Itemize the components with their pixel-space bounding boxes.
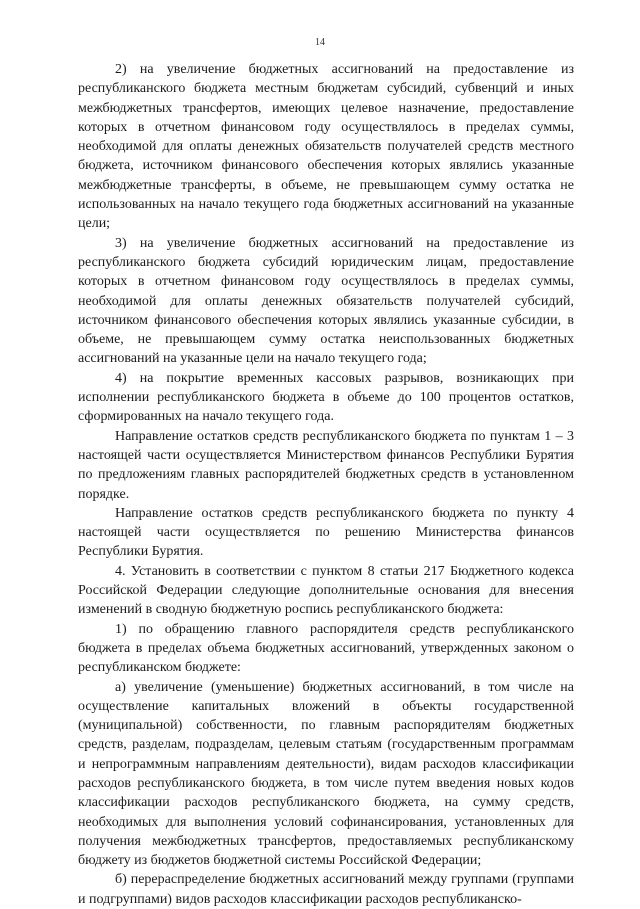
paragraph-4-cash-gaps: 4) на покрытие временных кассовых разрывов, возникающих при исполнении республиканского бюджета в объеме до 100 процентов остатков, сформированных на начало текущего года. — [78, 370, 574, 425]
document-body — [78, 60, 574, 909]
paragraph-b-redistribution: б) перераспределение бюджетных ассигнований между группами (группами и подгруппами) видов расходов классификации расходов республиканско- — [78, 872, 574, 907]
paragraph-a-increase-decrease: а) увеличение (уменьшение) бюджетных ассигнований, в том числе на осуществление капитальных вложений в объекты государственной (муниципальной) собственности, по главным распорядителям бюджетных средств, разделам, подразделам, целевым статьям (государственным программам и непрограммным направлениям деятельности), видам расходов классификации расходов республиканского бюджета, в том числе путем введения новых кодов классификации расходов республиканского бюджета, на сумму средств, необходимых для выполнения условий софинансирования, установленных для получения межбюджетных трансфертов, предоставляемых республиканскому бюджету из бюджетов бюджетной системы Российской Федерации; — [78, 679, 574, 869]
paragraph-2-subsidies-local-budgets: 2) на увеличение бюджетных ассигнований на предоставление из республиканского бюджета местным бюджетам субсидий, субвенций и иных межбюджетных трансфертов, имеющих целевое назначение, предоставление которых в отчетном финансовом году осуществлялось в пределах суммы, необходимой для оплаты денежных обязательств получателей средств местного бюджета, источником финансового обеспечения которых являлись указанные межбюджетные трансферты, в объеме, не превышающем сумму остатка не использованных на начало текущего года бюджетных ассигнований на указанные цели; — [78, 62, 574, 232]
paragraph-remainder-direction-1-3: Направление остатков средств республиканского бюджета по пунктам 1 – 3 настоящей части осуществляется Министерством финансов Республики Бурятия по предложениям главных распорядителей бюджетных средств в установленном порядке. — [78, 428, 574, 502]
paragraph-part-4-additional-grounds: 4. Установить в соответствии с пунктом 8 статьи 217 Бюджетного кодекса Российской Федерации следующие дополнительные основания для внесения изменений в сводную бюджетную роспись республиканского бюджета: — [78, 563, 574, 618]
paragraph-remainder-direction-4: Направление остатков средств республиканского бюджета по пункту 4 настоящей части осуществляется по решению Министерства финансов Республики Бурятия. — [78, 505, 574, 560]
paragraph-1-on-request: 1) по обращению главного распорядителя средств республиканского бюджета в пределах объема бюджетных ассигнований, утвержденных законом о республиканском бюджете: — [78, 621, 574, 676]
page-number: 14 — [315, 37, 325, 48]
paragraph-3-subsidies-legal-entities: 3) на увеличение бюджетных ассигнований на предоставление из республиканского бюджета субсидий юридическим лицам, предоставление которых в отчетном финансовом году осуществлялось в пределах суммы, необходимой для оплаты денежных обязательств получателей субсидий, источником финансового обеспечения которых являлись указанные субсидии, в объеме, не превышающем сумму остатка неиспользованных бюджетных ассигнований на указанные цели на начало текущего года; — [78, 235, 574, 367]
